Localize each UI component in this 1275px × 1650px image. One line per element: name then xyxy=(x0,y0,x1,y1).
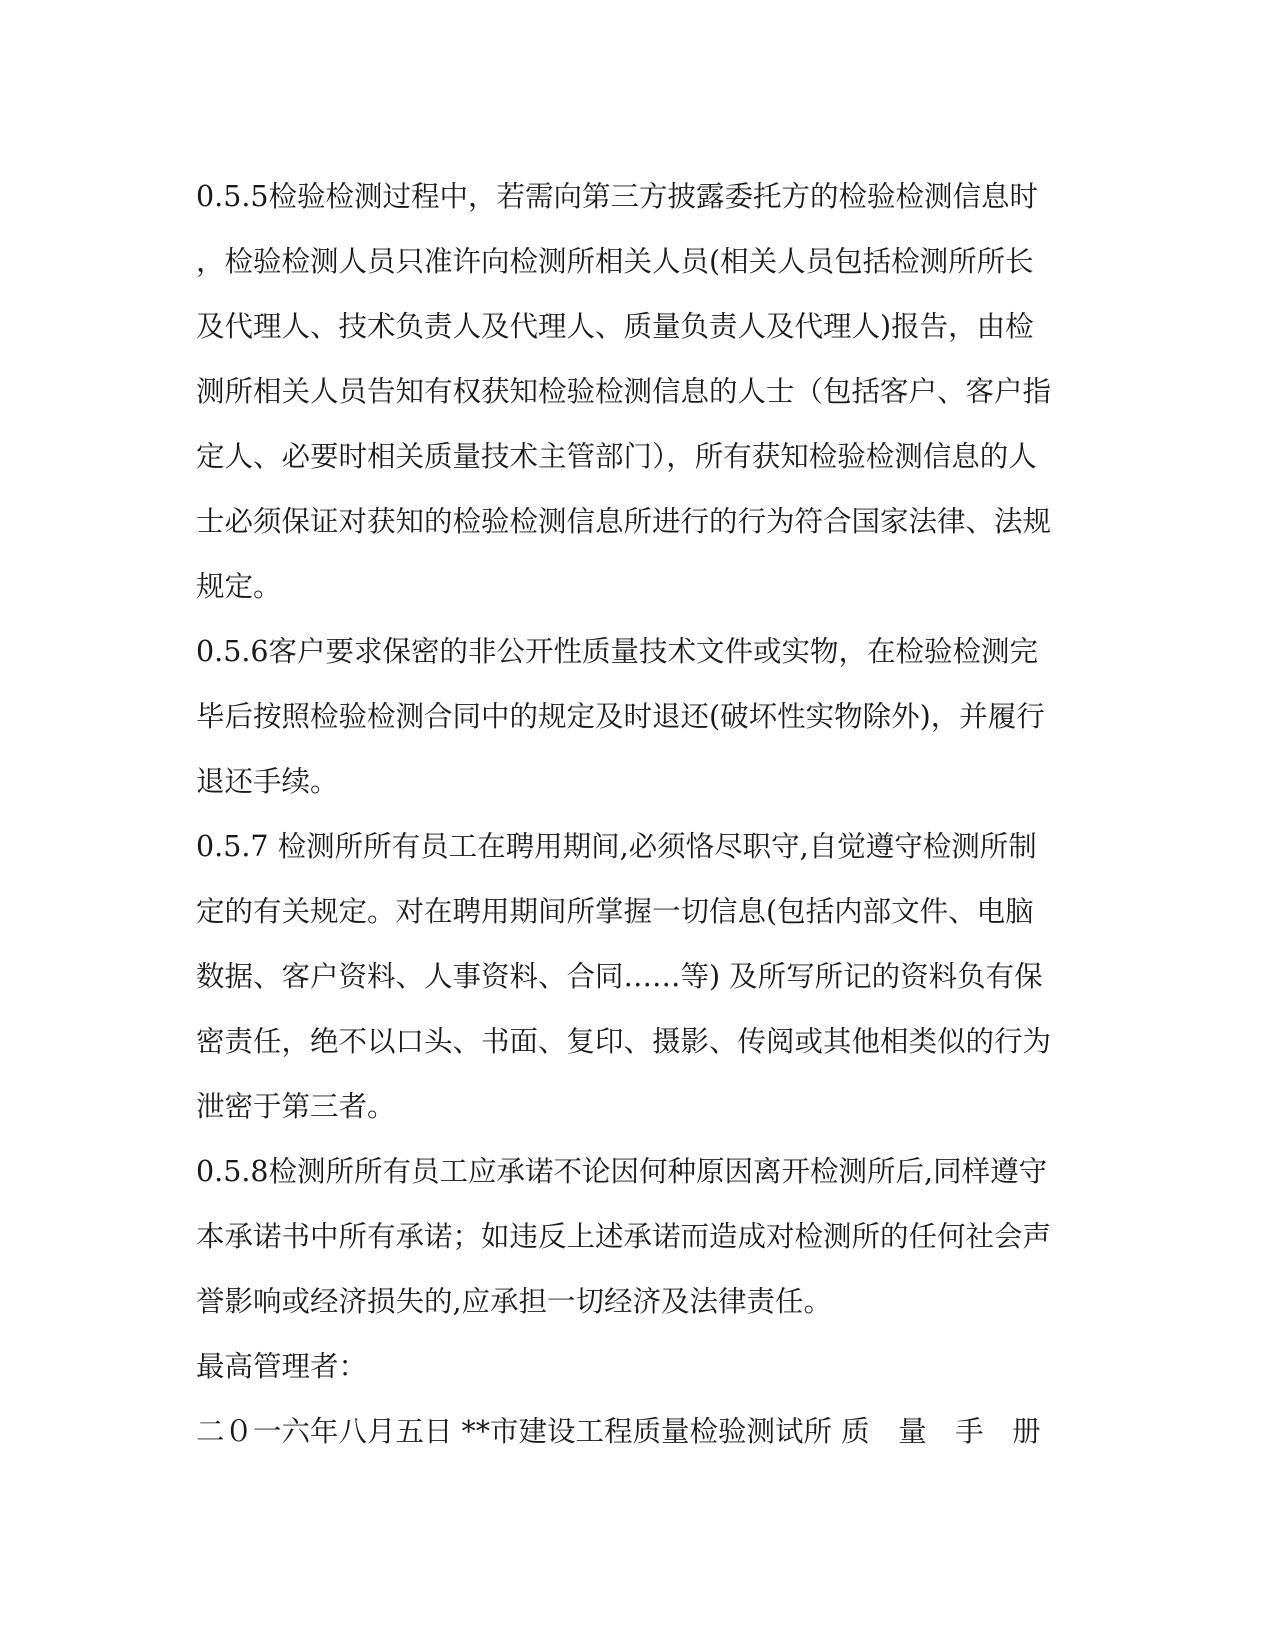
text-line: 0.5.8检测所所有员工应承诺不论因何种原因离开检测所后,同样遵守 xyxy=(196,1155,1048,1188)
text-line: 规定。 xyxy=(196,570,282,603)
text-line: 退还手续。 xyxy=(196,765,339,798)
text-line: ，检验检测人员只准许向检测所相关人员(相关人员包括检测所所长 xyxy=(196,245,1034,278)
text-line: 定人、必要时相关质量技术主管部门），所有获知检验检测信息的人 xyxy=(196,440,1037,473)
footer-line: 二０一六年八月五日 **市建设工程质量检验测试所 质 量 手 册 xyxy=(196,1415,1041,1448)
text-line: 0.5.6客户要求保密的非公开性质量技术文件或实物，在检验检测完 xyxy=(196,635,1039,668)
text-line: 及代理人、技术负责人及代理人、质量负责人及代理人)报告，由检 xyxy=(196,310,1034,343)
text-line: 密责任，绝不以口头、书面、复印、摄影、传阅或其他相类似的行为 xyxy=(196,1025,1052,1058)
text-line: 定的有关规定。对在聘用期间所掌握一切信息(包括内部文件、电脑 xyxy=(196,895,1034,928)
text-line: 0.5.5检验检测过程中，若需向第三方披露委托方的检验检测信息时 xyxy=(196,180,1039,213)
text-line: 士必须保证对获知的检验检测信息所进行的行为符合国家法律、法规 xyxy=(196,505,1052,538)
text-line: 0.5.7 检测所所有员工在聘用期间,必须恪尽职守,自觉遵守检测所制 xyxy=(196,830,1037,863)
signature-label: 最高管理者： xyxy=(196,1350,368,1383)
text-line: 测所相关人员告知有权获知检验检测信息的人士（包括客户、客户指 xyxy=(196,375,1052,408)
text-line: 数据、客户资料、人事资料、合同……等) 及所写所记的资料负有保 xyxy=(196,960,1043,993)
text-line: 誉影响或经济损失的,应承担一切经济及法律责任。 xyxy=(196,1285,833,1318)
document-body xyxy=(196,164,1086,1464)
text-line: 毕后按照检验检测合同中的规定及时退还(破坏性实物除外)，并履行 xyxy=(196,700,1045,733)
text-line: 泄密于第三者。 xyxy=(196,1090,396,1123)
text-line: 本承诺书中所有承诺；如违反上述承诺而造成对检测所的任何社会声 xyxy=(196,1220,1052,1253)
